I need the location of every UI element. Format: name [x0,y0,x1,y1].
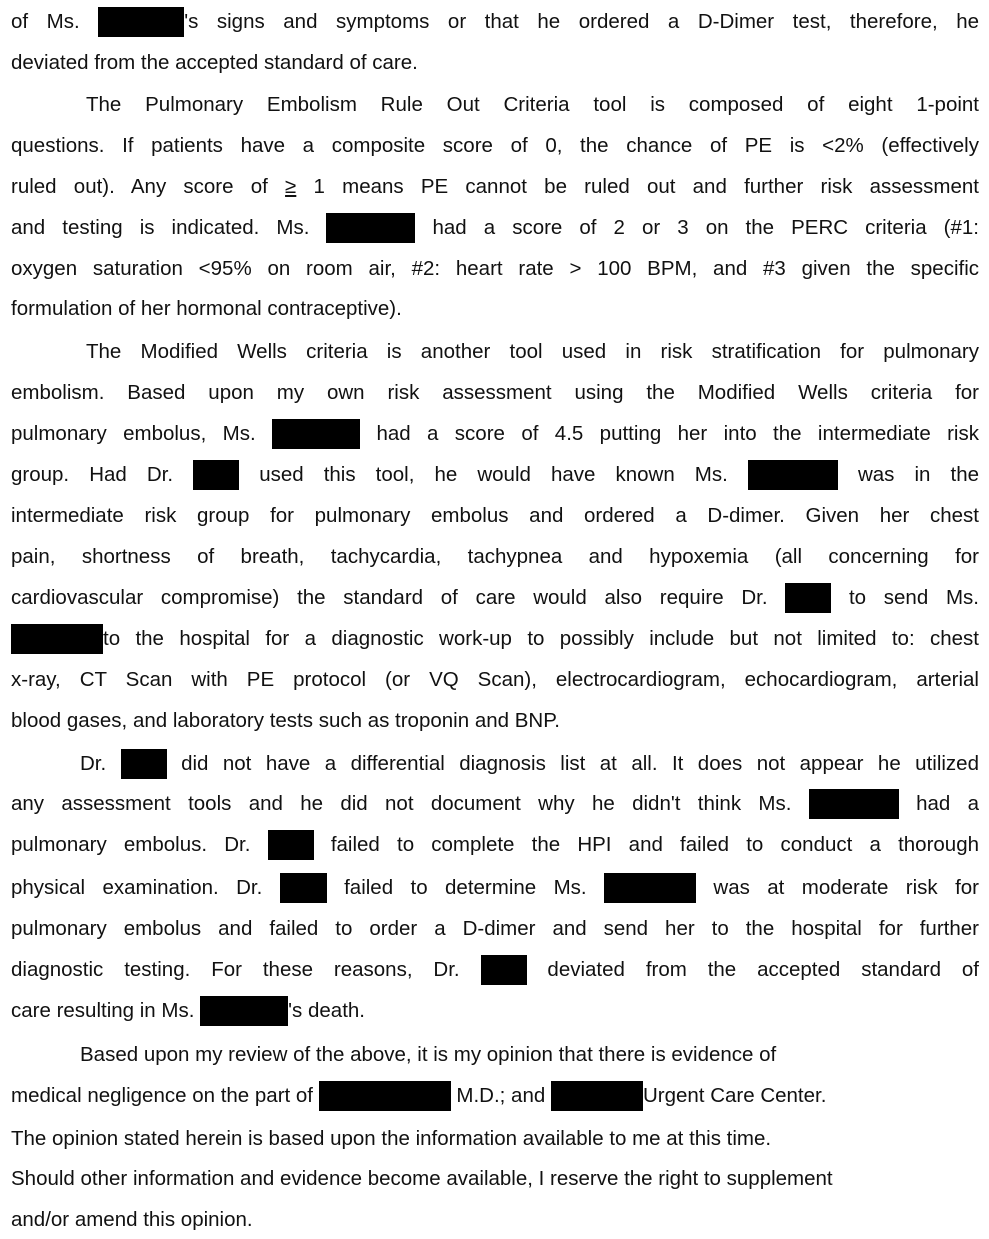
text-run: formulation of her hormonal contraceptive). [11,297,402,320]
text-line [11,48,979,78]
text-run: failed to complete the HPI and failed to conduct a thorough [313,833,979,856]
text-run: deviated from the accepted standard of [526,958,979,981]
redaction-block [200,996,288,1026]
text-line [11,873,979,903]
text-run: was at moderate risk for [696,876,979,899]
text-run: ≥ [285,175,297,198]
text-run: questions. If patients have a composite score of 0, the chance of PE is <2% (effectively [11,134,979,157]
redaction-block [98,7,184,37]
text-run: to the hospital for a diagnostic work-up to possibly include but not limited to: chest [103,627,979,650]
text-run: group. Had Dr. [11,463,194,486]
text-run: any assessment tools and he did not document why he didn't think Ms. [11,792,809,815]
redaction-block [11,624,103,654]
redaction-block [809,789,899,819]
text-run: used this tool, he would have known Ms. [239,463,748,486]
text-line [80,749,979,779]
text-line [80,1040,979,1070]
text-run: diagnostic testing. For these reasons, Dr. [11,958,481,981]
text-line [11,789,979,819]
text-run: medical negligence on the part of [11,1084,319,1107]
text-run: pain, shortness of breath, tachycardia, tachypnea and hypoxemia (all concerning for [11,545,979,568]
text-run: Should other information and evidence become available, I reserve the right to supplement [11,1167,833,1190]
text-line [11,378,979,408]
text-line [11,830,979,860]
text-run: to send Ms. [831,586,979,609]
text-run: pulmonary embolus. Dr. [11,833,268,856]
text-line [11,213,979,243]
text-run: had a score of 2 or 3 on the PERC criteria (#1: [415,216,979,239]
text-line [11,996,979,1026]
text-line [11,914,979,944]
text-line [11,583,979,613]
text-line [11,706,979,736]
text-run: care resulting in Ms. [11,999,201,1022]
text-line [86,337,979,367]
text-line [11,542,979,572]
redaction-block [272,419,360,449]
redaction-block [604,873,696,903]
text-run: had a [898,792,979,815]
text-line [11,665,979,695]
text-run: and/or amend this opinion. [11,1208,253,1231]
redaction-block [326,213,415,243]
text-run: intermediate risk group for pulmonary embolus and ordered a D-dimer. Given her chest [11,504,979,527]
text-run: The Pulmonary Embolism Rule Out Criteria tool is composed of eight 1-point [86,93,979,116]
text-run: cardiovascular compromise) the standard of care would also require Dr. [11,586,786,609]
text-line [11,1081,979,1111]
redaction-block [268,830,314,860]
text-run: deviated from the accepted standard of care. [11,51,418,74]
redaction-block [121,749,167,779]
text-run: blood gases, and laboratory tests such as troponin and BNP. [11,709,560,732]
text-line [11,131,979,161]
text-line [11,294,979,324]
text-run: oxygen saturation <95% on room air, #2: heart rate > 100 BPM, and #3 given the specific [11,257,979,280]
text-run: of Ms. [11,10,99,33]
text-run: was in the [837,463,979,486]
text-run: failed to determine Ms. [326,876,605,899]
text-line [11,1205,979,1235]
text-run: pulmonary embolus and failed to order a D-dimer and send her to the hospital for further [11,917,979,940]
text-line [11,1124,979,1154]
text-line [11,955,979,985]
redaction-block [481,955,527,985]
redaction-block [193,460,239,490]
text-run: M.D.; and [450,1084,551,1107]
text-run: 's signs and symptoms or that he ordered a D-Dimer test, therefore, he [184,10,979,33]
text-run: did not have a differential diagnosis list at all. It does not appear he utilized [166,752,979,775]
text-line [11,254,979,284]
text-line [11,460,979,490]
text-run: Dr. [80,752,121,775]
text-run: 1 means PE cannot be ruled out and further risk assessment [296,175,979,198]
text-line [11,1164,979,1194]
text-line [11,624,979,654]
text-run: Based upon my review of the above, it is my opinion that there is evidence of [80,1043,777,1066]
text-line [11,419,979,449]
redaction-block [785,583,831,613]
text-line [11,172,979,202]
text-run: ruled out). Any score of [11,175,286,198]
redaction-block [280,873,327,903]
text-run: physical examination. Dr. [11,876,280,899]
text-run: x-ray, CT Scan with PE protocol (or VQ Scan), electrocardiogram, echocardiogram, arterial [11,668,979,691]
text-run: The Modified Wells criteria is another tool used in risk stratification for pulmonary [86,340,979,363]
text-run: and testing is indicated. Ms. [11,216,327,239]
redaction-block [319,1081,451,1111]
text-run: The opinion stated herein is based upon the information available to me at this time. [11,1127,772,1150]
text-line [11,7,979,37]
text-line [11,501,979,531]
text-run: 's death. [288,999,365,1022]
text-line [86,90,979,120]
redaction-block [748,460,838,490]
text-run: embolism. Based upon my own risk assessment using the Modified Wells criteria for [11,381,979,404]
text-run: Urgent Care Center. [642,1084,827,1107]
text-run: pulmonary embolus, Ms. [11,422,273,445]
text-run: had a score of 4.5 putting her into the intermediate risk [360,422,979,445]
redaction-block [551,1081,643,1111]
